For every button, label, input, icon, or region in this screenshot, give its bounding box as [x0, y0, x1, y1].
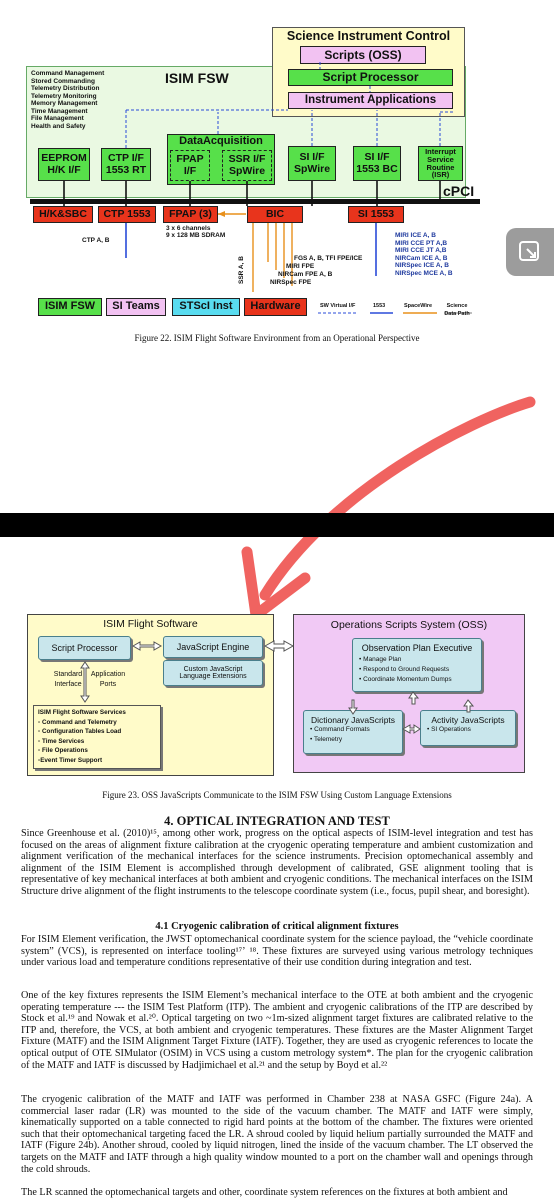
ctp1553-box: CTP 1553	[98, 206, 156, 223]
application-ports-label: Application Ports	[90, 671, 126, 688]
paragraph-5: The LR scanned the optomechanical targets and other, coordinate system references on the fixtures at both ambient and	[21, 1187, 508, 1198]
legend-si-teams: SI Teams	[106, 298, 166, 316]
bic-list-item: FGS A, B, TFI FPE/ICE	[294, 255, 363, 262]
scripts-oss-box: Scripts (OSS)	[300, 46, 426, 64]
isr-box: Interrupt Service Routine (ISR)	[418, 146, 463, 181]
si1553-box: SI 1553	[348, 206, 404, 223]
ssr-if-box: SSR I/F SpWire	[222, 150, 272, 181]
dict-item: • Command Formats	[310, 726, 370, 733]
si-list-item: NIRSpec MCE A, B	[395, 269, 453, 277]
service-item: ▫ Time Services	[38, 737, 85, 745]
legend-1553: 1553	[373, 303, 386, 309]
si-list-item: MIRI ICE A, B	[395, 232, 436, 239]
figure22-caption: Figure 22. ISIM Flight Software Environment from an Operational Perspective	[134, 333, 420, 343]
figure23-arrows	[0, 600, 554, 810]
script-processor-box-23: Script Processor	[38, 636, 131, 660]
service-item: ▫ Command and Telemetry	[38, 718, 117, 726]
legend-hardware: Hardware	[244, 298, 307, 316]
isim-fsw-title-23: ISIM Flight Software	[103, 618, 198, 630]
function-item: Telemetry Monitoring	[31, 92, 97, 100]
ope-item: • Coordinate Momentum Dumps	[359, 676, 452, 683]
cpci-label: cPCI	[443, 183, 475, 199]
ssr-ab-label: SSR A, B	[238, 256, 245, 284]
si-list-item: MIRI CCE PT A,B	[395, 239, 448, 247]
bic-list-item: NIRSpec FPE	[270, 279, 312, 286]
legend-stsci: STScI Inst	[172, 298, 240, 316]
section-heading: 4. OPTICAL INTEGRATION AND TEST	[164, 814, 390, 828]
function-item: Health and Safety	[31, 122, 86, 130]
eeprom-box: EEPROM H/K I/F	[38, 148, 90, 181]
js-engine-box: JavaScript Engine	[163, 636, 263, 658]
data-acquisition-title: DataAcquisition	[179, 135, 263, 147]
sic-title: Science Instrument Control	[286, 29, 451, 43]
activity-title: Activity JavaScripts	[431, 715, 505, 725]
fpap-note-2: 9 x 128 MB SDRAM	[166, 232, 226, 239]
bic-list-item: MIRI FPE	[286, 263, 315, 270]
ope-title: Observation Plan Executive	[361, 643, 473, 653]
legend-sw-virtual: SW Virtual I/F	[320, 303, 356, 309]
ctp-if-box: CTP I/F 1553 RT	[101, 148, 151, 181]
si-list-item: NIRCam ICE A, B	[395, 254, 448, 262]
bic-list-item: NIRCam FPE A, B	[278, 271, 333, 278]
function-item: Memory Management	[31, 100, 98, 107]
oss-title: Operations Scripts System (OSS)	[330, 619, 488, 631]
function-item: File Management	[31, 115, 84, 122]
fpap-if-box: FPAP I/F	[170, 150, 210, 181]
subsection-heading: 4.1 Cryogenic calibration of critical alignment fixtures	[155, 921, 399, 932]
figure23-caption: Figure 23. OSS JavaScripts Communicate to the ISIM FSW Using Custom Language Extensions	[102, 790, 452, 800]
service-item: ▫ File Operations	[38, 747, 88, 754]
script-processor-box: Script Processor	[288, 69, 453, 86]
service-item: ▫Event Timer Support	[38, 756, 103, 764]
legend-science-data: Science Data Path	[444, 303, 470, 317]
function-item: Time Management	[31, 107, 88, 115]
si-spwire-box: SI I/F SpWire	[288, 146, 336, 181]
standard-interface-label: Standard Interface	[53, 671, 83, 688]
legend-spacewire: SpaceWire	[404, 303, 433, 309]
service-item: ▫ Configuration Tables Load	[38, 728, 122, 735]
function-item: Command Management	[31, 70, 105, 77]
paragraph-2: For ISIM Element verification, the JWST optomechanical coordinate system for the science payload, the “vehicle coordinate system” (VCS), is represented on interface tooling¹⁷ʼ ¹⁸. These fixtures are surveyed using various metrology techniques under various load and temperature conditions representative of their use condition during integration and test.	[21, 934, 533, 969]
services-title: ISIM Flight Software Services	[38, 709, 126, 716]
custom-ext-box: Custom JavaScript Language Extensions	[163, 660, 263, 686]
ope-item: • Manage Plan	[359, 656, 402, 663]
si-list-item: NIRSpec ICE A, B	[395, 262, 449, 269]
dict-item: • Telemetry	[310, 736, 343, 743]
fpap-box: FPAP (3)	[163, 206, 218, 223]
isim-fsw-title: ISIM FSW	[165, 70, 229, 86]
paragraph-1: Since Greenhouse et al. (2010)¹⁵, among other work, progress on the optical aspects of ISIM-level integration and test has focused on the areas of alignment fixture calibration at the cryogenic operating temperature and ambient customization and alignment verification of the mechanical interfaces for the science instruments. Precision optomechanical assembly and alignment of the ISIM Element is accomplished through development of calibrated, GSE alignment tooling that is representative of key mechanical interfaces at both ambient and cryogenic conditions. The mechanical interfaces on the ISIM Structure drive alignment of the flight instruments to the telescope coordinate system (i.e., focus, pupil shear, and boresight).	[21, 828, 533, 897]
hk-sbc-box: H/K&SBC	[33, 206, 93, 223]
si-1553bc-box: SI I/F 1553 BC	[353, 146, 401, 181]
activity-item: • SI Operations	[427, 726, 471, 733]
fpap-note-1: 3 x 6 channels	[166, 225, 211, 232]
dict-title: Dictionary JavaScripts	[310, 715, 396, 725]
bic-box: BIC	[247, 206, 303, 223]
function-item: Stored Commanding	[31, 77, 95, 85]
paragraph-3: One of the key fixtures represents the ISIM Element’s mechanical interface to the OTE at both ambient and the cryogenic operating temperature --- the ISIM Test Platform (ITP). The ambient and cryogenic calibrations of the ITP are described by Stock et al.¹⁹ and Nowak et al.²⁰. Optical targeting on two ~1m-sized alignment target fixtures are calibrated relative to the ITP and, therefore, the VCS, at both ambient and cryogenic temperatures. These fixtures are the Master Alignment Target Fixture (MATF) and the ISIM Alignment Target Fixture (IATF). Together, they are used as cryogenic references to locate the optical output of OTE SIMulator (OSIM) in VCS using a custom metrology system*. The plan for the cryogenic calibration of the MATF and IATF is discussed by Hadjimichael et al.²¹ and the setup by Boyd et al.²²	[21, 990, 533, 1071]
function-item: Telemetry Distribution	[31, 85, 100, 92]
page-separator	[0, 513, 554, 537]
instrument-applications-box: Instrument Applications	[288, 92, 453, 109]
ctp-ab-label: CTP A, B	[82, 237, 110, 244]
legend-isim-fsw: ISIM FSW	[38, 298, 102, 316]
figure-23	[0, 600, 554, 810]
ope-item: • Respond to Ground Requests	[359, 666, 450, 673]
si-list-item: MIRI CCE JT A,B	[395, 247, 447, 254]
paragraph-4: The cryogenic calibration of the MATF and IATF was performed in Chamber 238 at NASA GSFC (Figure 24a). A commercial laser radar (LR) was mounted to the side of the vacuum chamber. The MATF and IATF were simply, kinematically supported on a table connected to rigid hard points at the bottom of the chamber. The fixtures were oriented such that their optomechanical targeting faced the LR. A shroud cooled by liquid helium partially surrounded the MATF and IATF (Figure 24b). Another shroud, cooled by liquid nitrogen, lined the inside of the vacuum chamber. The LT observed the targets on the MATF and IATF through a high quality window mounted to a port on the chamber wall and openings through the cold shrouds.	[21, 1094, 533, 1175]
